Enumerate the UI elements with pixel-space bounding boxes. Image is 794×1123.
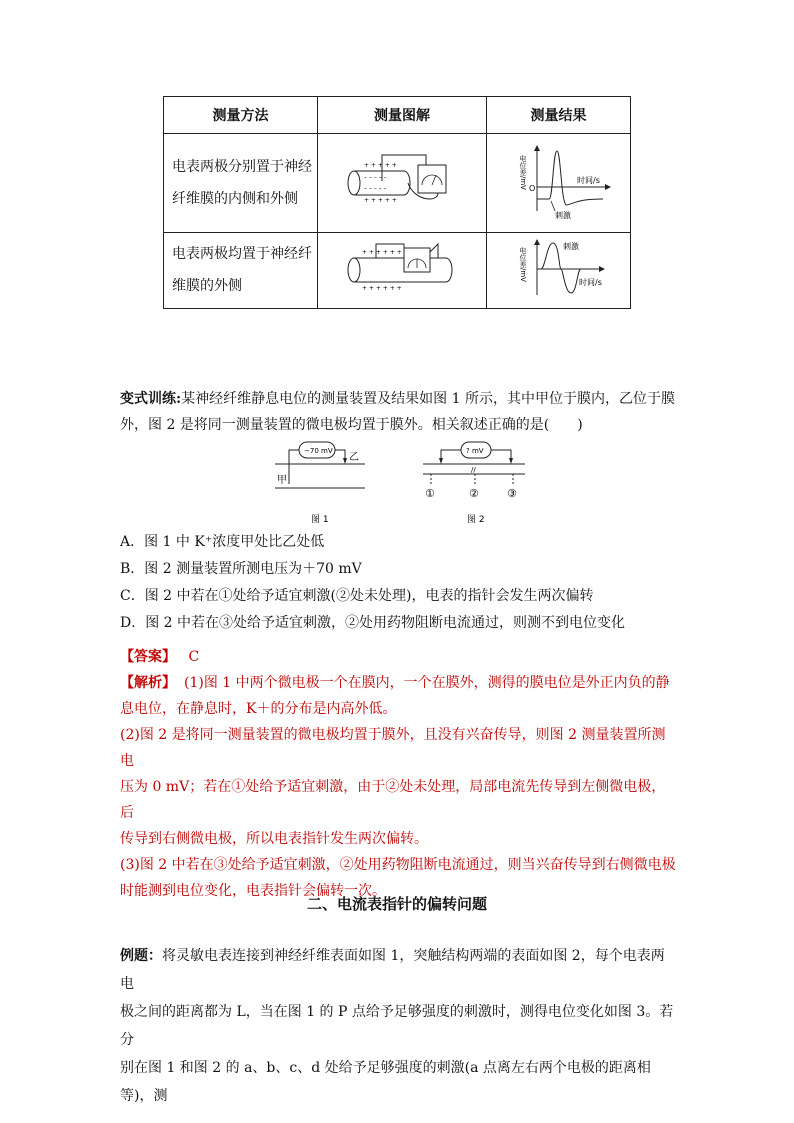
analysis-line: 压为 0 mV；若在①处给予适宜刺激，由于②处未处理，局部电流先传导到左侧微电极，后: [120, 779, 666, 821]
method-text-line: 纤维膜的内侧和外侧: [172, 190, 298, 207]
table-header-row: [164, 97, 631, 134]
svg-text:– – – – –: – – – – –: [364, 173, 387, 181]
fig1-caption: 图 1: [311, 515, 329, 525]
fig2-point-2: ②: [469, 487, 479, 500]
exercise-question: [120, 386, 676, 438]
figures-1-2: [275, 440, 525, 530]
fig1-label-b: 乙: [349, 452, 359, 463]
option-c: C．图 2 中若在①处给予适宜刺激(②处未处理)，电表的指针会发生两次偏转: [120, 588, 594, 604]
result-xlabel: 时间/s: [576, 175, 600, 185]
method-text-line: 电表两极分别置于神经: [172, 158, 312, 175]
table-row: [164, 134, 631, 232]
analysis-line: 息电位，在静息时，K＋的分布是内高外低。: [120, 701, 397, 717]
method-cell: [164, 134, 318, 232]
method-text-line: 电表两极均置于神经纤: [172, 246, 312, 263]
fig2-point-1: ①: [425, 487, 435, 500]
example-label: 例题：: [120, 948, 162, 964]
result-stimulus-note: 刺激: [554, 210, 571, 220]
exercise-label: 变式训练:: [120, 391, 182, 407]
result-cell: [487, 232, 631, 308]
diagram-cell: [318, 232, 487, 308]
option-d: D．图 2 中若在③处给予适宜刺激，②处用药物阻断电流通过，则测不到电位变化: [120, 615, 626, 631]
result-cell: [487, 134, 631, 232]
result-stimulus-note: 刺激: [562, 242, 579, 252]
table-row: [164, 232, 631, 308]
result-ylabel: 电位差/mV: [518, 247, 527, 283]
action-potential-graph: [499, 141, 619, 221]
result-xlabel: 时间/s: [578, 278, 602, 288]
section-heading: 二、电流表指针的偏转问题: [306, 895, 487, 913]
option-b: B．图 2 测量装置所测电压为＋70 mV: [120, 561, 362, 577]
analysis-line: 时能测到电位变化，电表指针会偏转一次。: [120, 883, 386, 899]
diagram-cell: [318, 134, 487, 232]
result-ylabel: 电位差/mV: [518, 154, 527, 190]
fig2-caption: 图 2: [467, 515, 485, 525]
header-method: 测量方法: [164, 97, 318, 134]
svg-text:+ + + + +: + + + + +: [364, 196, 397, 204]
method-cell: [164, 232, 318, 308]
svg-text://: //: [471, 466, 476, 474]
biphasic-potential-graph: [499, 237, 619, 299]
nerve-fiber-meter-diagram-outside: [342, 240, 462, 296]
fig1-label-a: 甲: [277, 475, 287, 486]
analysis: [120, 670, 676, 904]
nerve-fiber-meter-diagram-inside-outside: [342, 151, 462, 211]
measurement-table: [163, 96, 631, 309]
option-a: A．图 1 中 K⁺浓度甲处比乙处低: [120, 534, 325, 550]
answer-value: C: [188, 649, 200, 665]
analysis-label: 【解析】: [120, 675, 176, 691]
exercise-text: 某神经纤维静息电位的测量装置及结果如图 1 所示，其中甲位于膜内，乙位于膜: [181, 391, 675, 407]
fig2-point-3: ③: [507, 487, 517, 500]
analysis-line: (2)图 2 是将同一测量装置的微电极均置于膜外，且没有兴奋传导，则图 2 测量装置所测电: [120, 727, 666, 769]
exercise-line: 外，图 2 是将同一测量装置的微电极均置于膜外。相关叙述正确的是( ): [120, 417, 583, 433]
analysis-line: 传导到右侧微电极，所以电表指针发生两次偏转。: [120, 831, 428, 847]
svg-text:+ + + + +: + + + + +: [364, 161, 397, 169]
method-text-line: 维膜的外侧: [172, 278, 242, 295]
svg-text:+ + + + + +: + + + + + +: [362, 249, 402, 257]
example-line: 极之间的距离都为 L，当在图 1 的 P 点给予足够强度的刺激时，测得电位变化如图 3。若分: [120, 1004, 674, 1048]
fig1-meter-reading: −70 mV: [304, 447, 333, 455]
analysis-text: (1)图 1 中两个微电极一个在膜内，一个在膜外，测得的膜电位是外正内负的静: [184, 675, 670, 691]
example-question: [120, 942, 676, 1110]
analysis-line: (3)图 2 中若在③处给予适宜刺激，②处用药物阻断电流通过，则当兴奋传导到右侧微电极: [120, 857, 676, 873]
analysis-line: [120, 670, 676, 696]
answer-label: 【答案】: [120, 649, 176, 665]
example-line: 别在图 1 和图 2 的 a、b、c、d 处给予足够强度的刺激(a 点离左右两个电极的距离相等)，测: [120, 1060, 651, 1104]
example-line: [120, 942, 676, 998]
header-diagram: 测量图解: [318, 97, 487, 134]
svg-text:+ + + + + +: + + + + + +: [362, 285, 402, 293]
header-result: 测量结果: [487, 97, 631, 134]
answer-line: [120, 645, 199, 669]
result-origin: O: [528, 183, 535, 193]
example-text: 将灵敏电表连接到神经纤维表面如图 1，突触结构两端的表面如图 2，每个电表两电: [120, 948, 665, 992]
fig2-meter-reading: ? mV: [466, 447, 484, 455]
svg-text:– – – – –: – – – – –: [364, 184, 387, 192]
exercise-line: [120, 386, 676, 412]
